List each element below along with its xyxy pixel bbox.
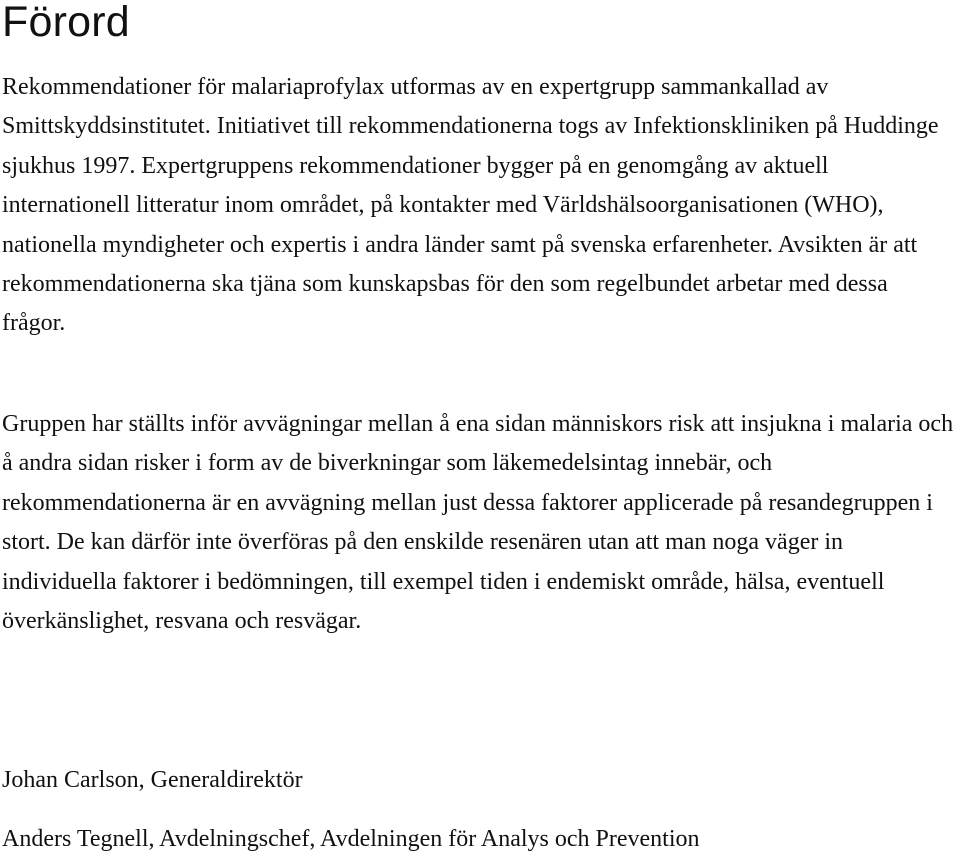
signature-director-general: Johan Carlson, Generaldirektör [2,767,303,793]
paragraph-intro: Rekommendationer för malariaprofylax utformas av en expertgrupp sammankallad av Smittskyddsinstitutet. Initiativet till rekommendationerna togs av Infektionskliniken på Huddinge sjukhus 1997. Expertgruppens rekommendationer bygger på en genomgång av aktuell internationell litteratur inom området, på kontakter med Världshälsoorganisationen (WHO), nationella myndigheter och expertis i andra länder samt på svenska erfarenheter. Avsikten är att rekommendationerna ska tjäna som kunskapsbas för den som regelbundet arbetar med dessa frågor. [2,74,939,337]
page-title: Förord [2,0,130,46]
signature-department-head: Anders Tegnell, Avdelningschef, Avdelningen för Analys och Prevention [2,826,700,852]
paragraph-considerations: Gruppen har ställts inför avvägningar mellan å ena sidan människors risk att insjukna i malaria och å andra sidan risker i form av de biverkningar som läkemedelsintag innebär, och rekommendationerna är en avvägning mellan just dessa faktorer applicerade på resandegruppen i stort. De kan därför inte överföras på den enskilde resenären utan att man noga väger in individuella faktorer i bedömningen, till exempel tiden i endemiskt område, hälsa, eventuell överkänslighet, resvana och resvägar. [2,411,954,635]
